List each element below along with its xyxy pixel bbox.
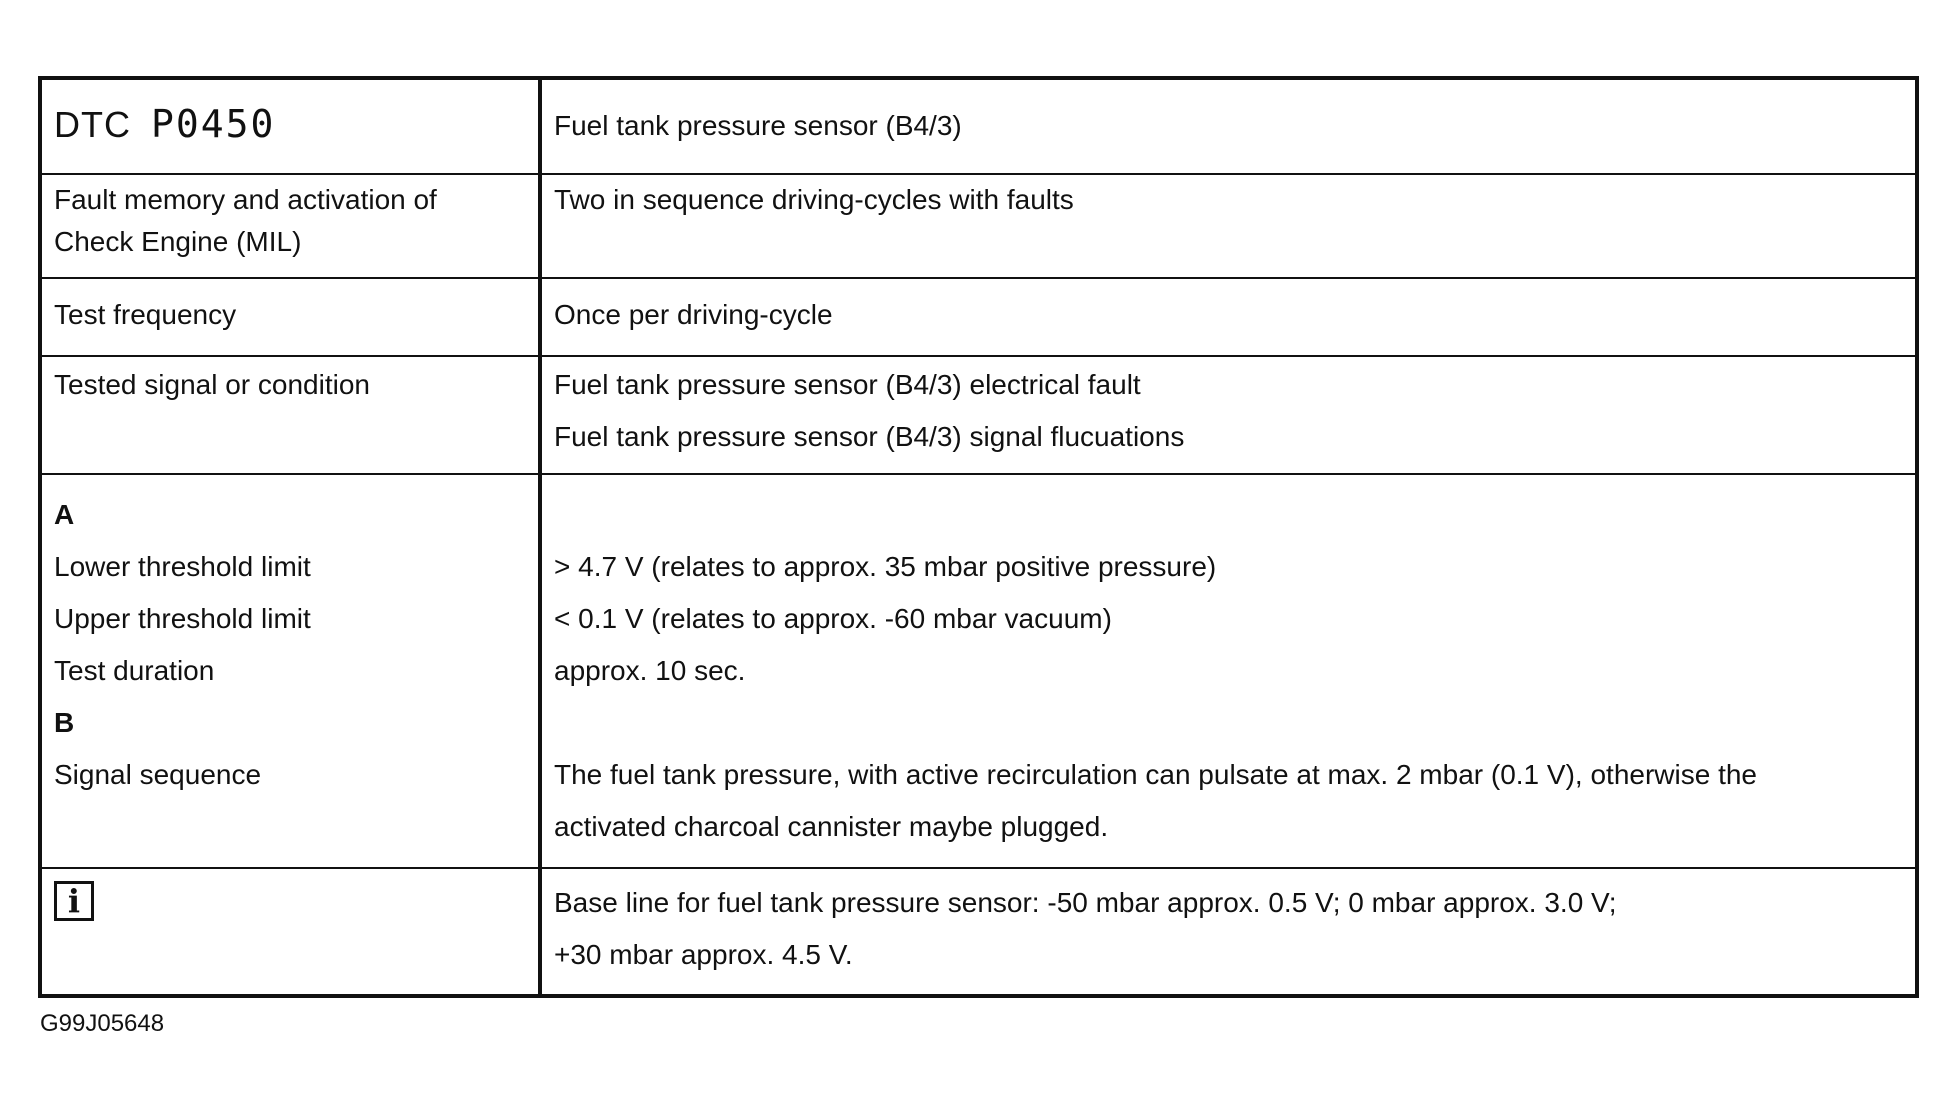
lower-threshold-label: Lower threshold limit (54, 551, 311, 582)
info-row (40, 868, 1917, 996)
tested-signal-value-cell (540, 356, 1917, 474)
test-frequency-value: Once per driving-cycle (554, 299, 833, 330)
test-frequency-label: Test frequency (54, 299, 237, 330)
info-value-cell (540, 868, 1917, 996)
section-a-spacer (554, 489, 1901, 541)
upper-threshold-value: < 0.1 V (relates to approx. -60 mbar vacuum) (554, 603, 1112, 634)
figure-id: G99J05648 (40, 1010, 165, 1037)
tested-signal-row (40, 356, 1917, 474)
test-duration-label: Test duration (54, 655, 215, 686)
component-cell (540, 78, 1917, 174)
component-name: Fuel tank pressure sensor (B4/3) (554, 110, 962, 141)
tested-signal-value-line2: Fuel tank pressure sensor (B4/3) signal flucuations (554, 421, 1185, 452)
conditions-label-cell (40, 474, 540, 868)
test-frequency-label-cell (40, 278, 540, 356)
test-frequency-row (40, 278, 1917, 356)
fault-memory-label-line2: Check Engine (MIL) (54, 226, 302, 257)
conditions-value-cell (540, 474, 1917, 868)
info-value-line1: Base line for fuel tank pressure sensor: -50 mbar approx. 0.5 V; 0 mbar approx. 3.0 V; (554, 887, 1617, 918)
signal-sequence-label: Signal sequence (54, 759, 262, 790)
fault-memory-row (40, 174, 1917, 278)
dtc-header-row (40, 78, 1917, 174)
section-b-spacer (554, 697, 1901, 749)
dtc-table (38, 76, 1919, 998)
signal-sequence-value-line2: activated charcoal cannister maybe plugged. (554, 811, 1109, 842)
fault-memory-label-line1: Fault memory and activation of (54, 184, 437, 215)
signal-sequence-value-line1: The fuel tank pressure, with active recirculation can pulsate at max. 2 mbar (0.1 V), otherwise the (554, 759, 1758, 790)
test-frequency-value-cell (540, 278, 1917, 356)
tested-signal-label: Tested signal or condition (54, 369, 370, 400)
section-a-heading: A (54, 499, 75, 530)
dtc-header-cell (40, 78, 540, 174)
info-value-line2: +30 mbar approx. 4.5 V. (554, 939, 853, 970)
dtc-title (54, 80, 524, 151)
section-b-heading: B (54, 707, 75, 738)
fault-memory-label-cell (40, 174, 540, 278)
tested-signal-value-line1: Fuel tank pressure sensor (B4/3) electrical fault (554, 369, 1141, 400)
fault-memory-value: Two in sequence driving-cycles with faults (554, 184, 1074, 215)
tested-signal-label-cell (40, 356, 540, 474)
lower-threshold-value: > 4.7 V (relates to approx. 35 mbar positive pressure) (554, 551, 1217, 582)
info-icon-cell (40, 868, 540, 996)
info-icon: i (54, 881, 94, 921)
test-duration-value: approx. 10 sec. (554, 655, 746, 686)
fault-memory-value-cell (540, 174, 1917, 278)
conditions-row (40, 474, 1917, 868)
dtc-code: P0450 (151, 102, 276, 146)
upper-threshold-label: Upper threshold limit (54, 603, 311, 634)
dtc-label: DTC (54, 104, 131, 145)
